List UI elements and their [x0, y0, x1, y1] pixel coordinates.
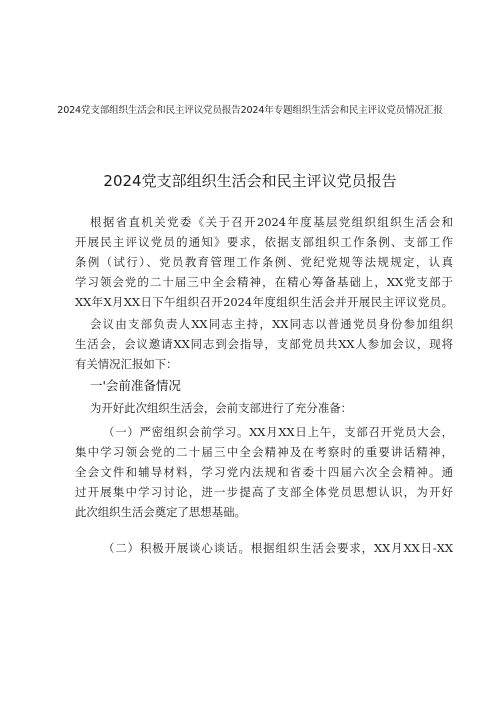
item-1-line-5: 此次组织生活会奠定了思想基础。 — [75, 505, 246, 519]
paragraph-1-line-2: 开展民主评议党员的通知》要求，依据支部组织工作条例、支部工作 — [75, 235, 453, 249]
running-header: 2024党支部组织生活会和民主评议党员报告2024年专题组织生活会和民主评议党员情况汇报 — [57, 105, 443, 116]
paragraph-2-line-3: 有关情况汇报如下： — [75, 357, 178, 371]
item-2-line-1: （二）积极开展谈心谈话。根据组织生活会要求，XX月XX日-XX — [103, 541, 453, 555]
section-1-intro: 为开好此次组织生活会，会前支部进行了充分准备： — [90, 401, 352, 415]
paragraph-1-line-5: XX年X月XX日下午组织召开2024年度组织生活会并开展民主评议党员。 — [75, 295, 453, 309]
section-1-heading: 一'会前准备情况 — [90, 378, 181, 393]
paragraph-1-line-3: 条例（试行）、党员教育管理工作条例、党纪党规等法规规定，认真 — [75, 255, 453, 269]
paragraph-1-line-1: 根据省直机关党委《关于召开2024年度基层党组织组织生活会和 — [90, 215, 453, 229]
item-1-line-3: 全会文件和辅导材料，学习党内法规和省委十四届六次全会精神。通 — [75, 465, 453, 479]
item-1-line-1: （一）严密组织会前学习。XX月XX日上午，支部召开党员大会， — [103, 425, 453, 439]
item-1-line-4: 过开展集中学习讨论，进一步提高了支部全体党员思想认识，为开好 — [75, 485, 453, 499]
paragraph-2-line-1: 会议由支部负责人XX同志主持，XX同志以普通党员身份参加组织 — [90, 317, 453, 331]
item-1-line-2: 集中学习领会党的二十届三中全会精神及在考察时的重要讲话精神， — [75, 445, 453, 459]
paragraph-2-line-2: 生活会，会议邀请XX同志到会指导，支部党员共XX人参加会议，现将 — [75, 337, 453, 351]
paragraph-1-line-4: 学习领会党的二十届三中全会精神，在精心筹备基础上，XX党支部于 — [75, 275, 453, 289]
document-title: 2024党支部组织生活会和民主评议党员报告 — [103, 172, 397, 190]
